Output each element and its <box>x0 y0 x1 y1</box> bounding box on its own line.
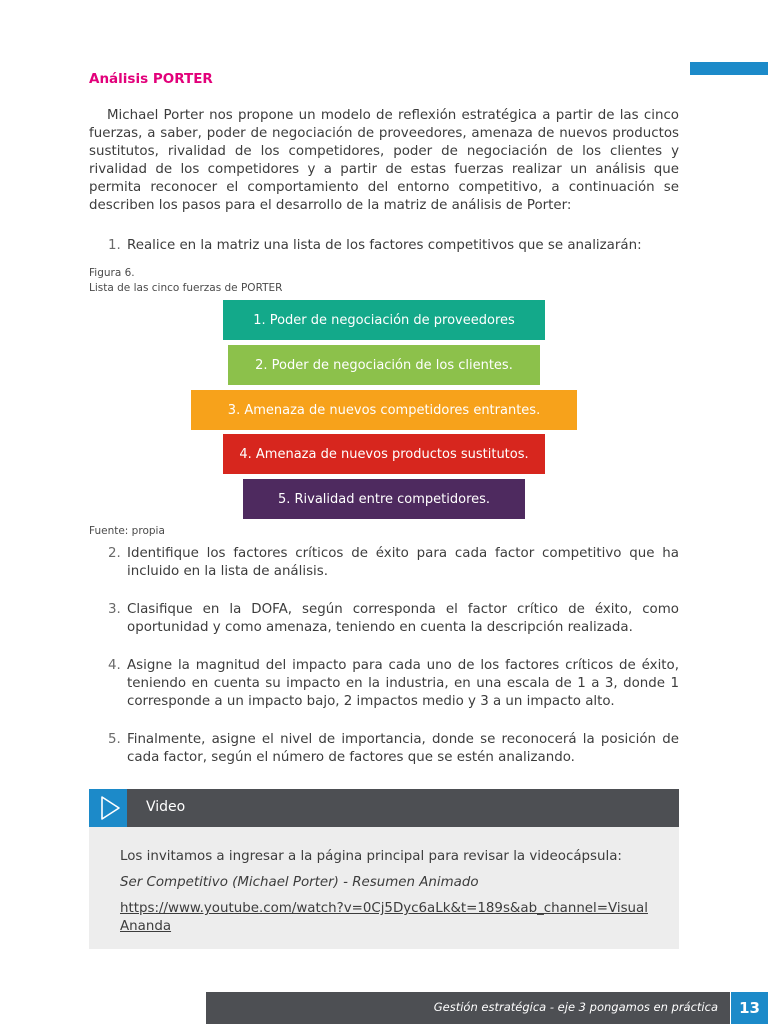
step-5 <box>108 731 679 767</box>
footer-bar <box>206 992 730 1024</box>
figure-source: Fuente: propia <box>89 525 165 537</box>
step-number: 5. <box>108 732 121 747</box>
step-4 <box>108 657 679 711</box>
video-box <box>89 827 679 949</box>
force-substitutes: 4. Amenaza de nuevos productos sustitutos. <box>223 434 545 474</box>
video-header-label: Video <box>146 799 186 815</box>
video-invite-text: Los invitamos a ingresar a la página principal para revisar la videocápsula: <box>120 849 622 864</box>
page-number: 13 <box>731 992 768 1024</box>
step-number: 1. <box>108 238 121 253</box>
figure-label: Figura 6. <box>89 267 135 279</box>
intro-paragraph: Michael Porter nos propone un modelo de reflexión estratégica a partir de las cinco fuerzas, a saber, poder de negociación de proveedores, amenaza de nuevos productos sustitutos, rivalidad de los competidores, poder de negociación de los clientes y rivalidad de los competidores y a partir de estas fuerzas realizar un análisis que permita reconocer el comportamiento del entorno competitivo, a continuación se describen los pasos para el desarrollo de la matriz de análisis de Porter: <box>89 108 679 213</box>
step-number: 2. <box>108 546 121 561</box>
video-header <box>89 789 679 827</box>
step-text: Realice en la matriz una lista de los factores competitivos que se analizarán: <box>127 238 642 253</box>
force-customers: 2. Poder de negociación de los clientes. <box>228 345 540 385</box>
step-number: 4. <box>108 658 121 673</box>
step-2 <box>108 545 679 581</box>
step-text: Asigne la magnitud del impacto para cada uno de los factores críticos de éxito, teniendo en cuenta su impacto en la industria, en una escala de 1 a 3, donde 1 corresponde a un impacto bajo, 2 impactos medio y 3 a un impacto alto. <box>127 658 679 709</box>
footer-text: Gestión estratégica - eje 3 pongamos en práctica <box>433 1000 718 1014</box>
step-text: Identifique los factores críticos de éxito para cada factor competitivo que ha incluido en la lista de análisis. <box>127 546 679 579</box>
top-accent-bar <box>690 62 768 75</box>
video-title: Ser Competitivo (Michael Porter) - Resumen Animado <box>120 875 479 890</box>
force-rivalry: 5. Rivalidad entre competidores. <box>243 479 525 519</box>
step-text: Clasifique en la DOFA, según corresponda el factor crítico de éxito, como oportunidad y como amenaza, teniendo en cuenta la descripción realizada. <box>127 602 679 635</box>
step-text: Finalmente, asigne el nivel de importancia, donde se reconocerá la posición de cada factor, según el número de factores que se estén analizando. <box>127 732 679 765</box>
force-suppliers: 1. Poder de negociación de proveedores <box>223 300 545 340</box>
step-number: 3. <box>108 602 121 617</box>
force-new-entrants: 3. Amenaza de nuevos competidores entrantes. <box>191 390 577 430</box>
video-link[interactable]: https://www.youtube.com/watch?v=0Cj5Dyc6aLk&t=189s&ab_channel=VisualAnanda <box>120 901 648 934</box>
play-icon <box>89 789 127 827</box>
figure-title: Lista de las cinco fuerzas de PORTER <box>89 282 283 294</box>
section-title: Análisis PORTER <box>89 71 213 87</box>
step-1 <box>108 237 679 255</box>
step-3 <box>108 601 679 637</box>
